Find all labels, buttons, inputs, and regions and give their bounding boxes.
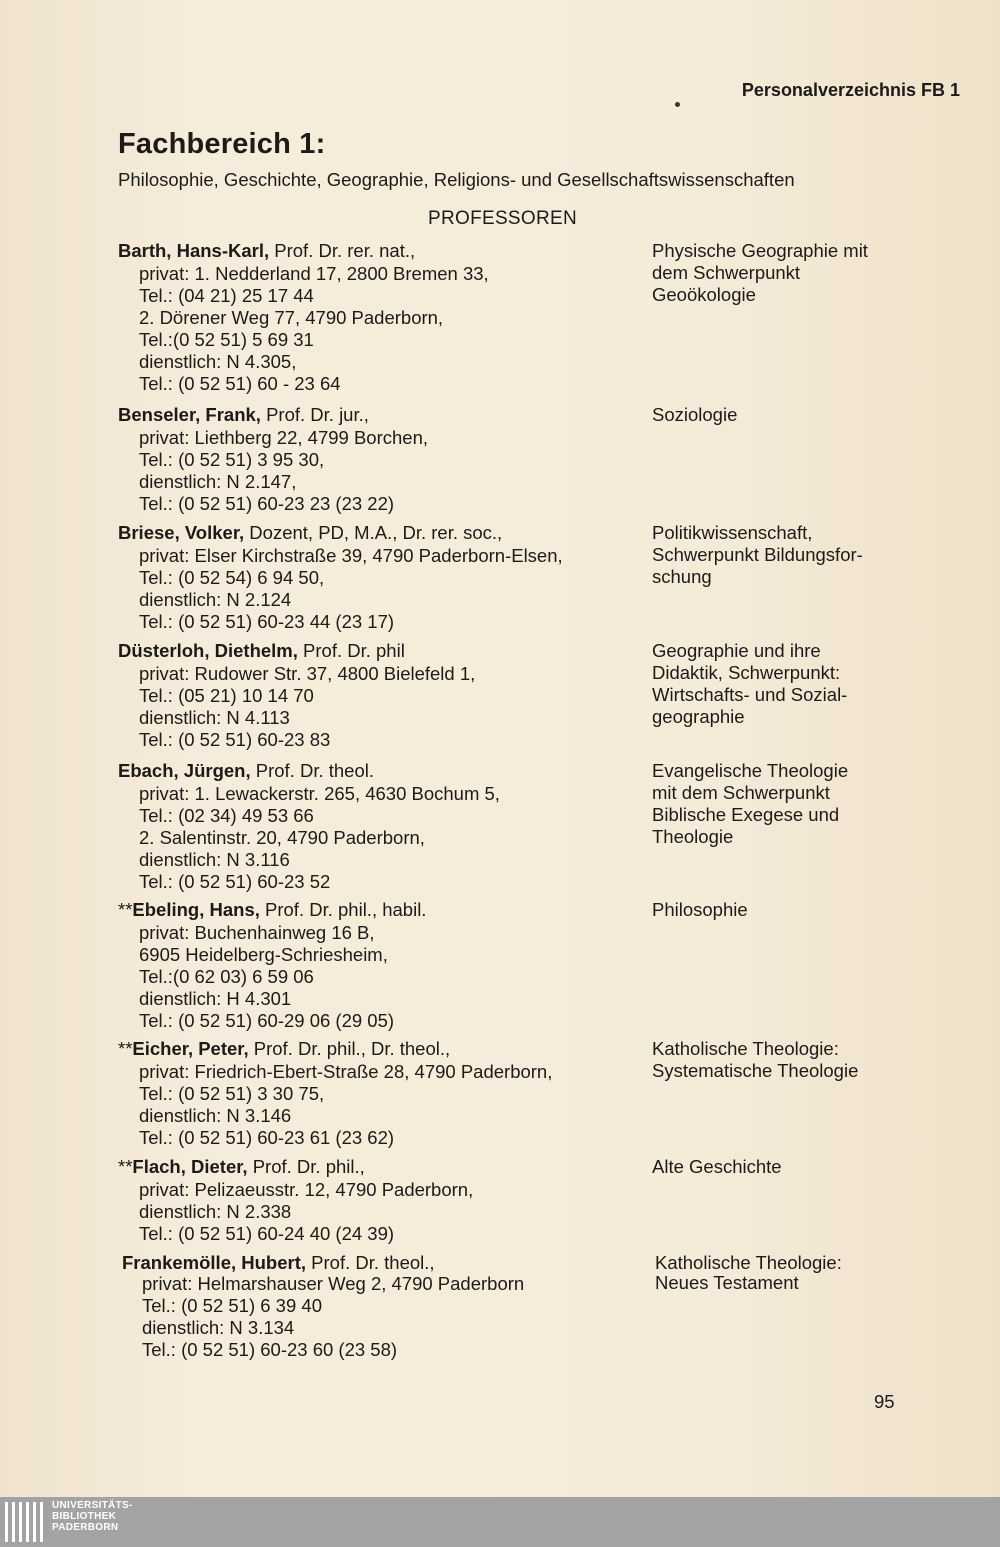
staff-subject: Katholische Theologie: [655, 1252, 842, 1273]
page-subtitle: Philosophie, Geschichte, Geographie, Religions- und Gesellschaftswissenschaften [118, 169, 795, 190]
staff-detail: dienstlich: N 2.338 [139, 1201, 292, 1222]
staff-detail: Tel.: (0 52 51) 6 39 40 [142, 1295, 322, 1316]
staff-detail: dienstlich: H 4.301 [139, 988, 292, 1009]
staff-title: Prof. Dr. theol., [306, 1252, 435, 1273]
staff-detail: Tel.: (0 52 51) 3 30 75, [139, 1083, 325, 1104]
staff-subject: Didaktik, Schwerpunkt: [652, 662, 841, 683]
staff-detail: Tel.: (0 52 51) 60-23 23 (23 22) [139, 493, 395, 514]
star-marker: ** [118, 1156, 133, 1177]
staff-name: Briese, Volker, [118, 522, 245, 543]
staff-title: Prof. Dr. phil., Dr. theol., [248, 1038, 451, 1059]
staff-title: Prof. Dr. phil., habil. [259, 899, 427, 920]
staff-detail: Tel.:(0 52 51) 5 69 31 [139, 329, 314, 350]
staff-detail: privat: Helmarshauser Weg 2, 4790 Paderborn [142, 1273, 525, 1294]
staff-title: Dozent, PD, M.A., Dr. rer. soc., [244, 522, 503, 543]
staff-subject: Physische Geographie mit [652, 240, 868, 261]
staff-subject: schung [652, 566, 712, 587]
staff-title: Prof. Dr. rer. nat., [269, 240, 416, 261]
section-heading: PROFESSOREN [428, 208, 577, 229]
staff-detail: dienstlich: N 3.116 [139, 849, 290, 870]
staff-detail: Tel.: (0 52 51) 3 95 30, [139, 449, 325, 470]
staff-subject: Evangelische Theologie [652, 760, 849, 781]
library-logo-icon [3, 1500, 47, 1544]
staff-name-line [118, 522, 502, 544]
staff-detail: dienstlich: N 3.134 [142, 1317, 295, 1338]
staff-detail: privat: Elser Kirchstraße 39, 4790 Paderborn-Elsen, [139, 545, 563, 566]
staff-detail: privat: 1. Lewackerstr. 265, 4630 Bochum 5, [139, 783, 500, 804]
staff-name: Düsterloh, Diethelm, [118, 640, 298, 661]
staff-subject: mit dem Schwerpunkt [652, 782, 830, 803]
staff-detail: dienstlich: N 2.147, [139, 471, 297, 492]
library-footer [0, 1497, 1000, 1547]
staff-subject: Geographie und ihre [652, 640, 821, 661]
staff-detail: Tel.: (05 21) 10 14 70 [139, 685, 314, 706]
staff-detail: Tel.: (0 52 54) 6 94 50, [139, 567, 325, 588]
page-title: Fachbereich 1: [118, 128, 326, 160]
staff-name: Barth, Hans-Karl, [118, 240, 270, 261]
staff-detail: privat: Friedrich-Ebert-Straße 28, 4790 Paderborn, [139, 1061, 553, 1082]
staff-subject: geographie [652, 706, 745, 727]
staff-name-line [118, 640, 405, 662]
staff-detail: Tel.: (0 52 51) 60-23 44 (23 17) [139, 611, 395, 632]
staff-subject: Systematische Theologie [652, 1060, 859, 1081]
staff-detail: dienstlich: N 4.305, [139, 351, 297, 372]
staff-detail: dienstlich: N 3.146 [139, 1105, 292, 1126]
star-marker: ** [118, 1038, 133, 1059]
staff-subject: Biblische Exegese und [652, 804, 840, 825]
staff-title: Prof. Dr. phil., [247, 1156, 365, 1177]
staff-detail: Tel.:(0 62 03) 6 59 06 [139, 966, 314, 987]
staff-detail: privat: Liethberg 22, 4799 Borchen, [139, 427, 428, 448]
staff-detail: Tel.: (02 34) 49 53 66 [139, 805, 314, 826]
page-number: 95 [874, 1391, 895, 1412]
staff-subject: dem Schwerpunkt [652, 262, 801, 283]
staff-name: Eicher, Peter, [132, 1038, 249, 1059]
staff-detail: dienstlich: N 4.113 [139, 707, 290, 728]
staff-detail: Tel.: (0 52 51) 60 - 23 64 [139, 373, 341, 394]
staff-subject: Wirtschafts- und Sozial- [652, 684, 848, 705]
staff-name-line [118, 1038, 450, 1060]
staff-name-line [118, 899, 426, 921]
staff-name-line [118, 1156, 365, 1178]
staff-title: Prof. Dr. theol. [250, 760, 375, 781]
staff-subject: Soziologie [652, 404, 738, 425]
staff-detail: privat: 1. Nedderland 17, 2800 Bremen 33, [139, 263, 489, 284]
staff-name-line [118, 760, 374, 782]
staff-detail: Tel.: (0 52 51) 60-23 61 (23 62) [139, 1127, 395, 1148]
staff-detail: Tel.: (0 52 51) 60-23 52 [139, 871, 331, 892]
staff-detail: Tel.: (0 52 51) 60-24 40 (24 39) [139, 1223, 395, 1244]
running-header: Personalverzeichnis FB 1 [741, 80, 960, 100]
staff-subject: Schwerpunkt Bildungsfor- [652, 544, 863, 565]
staff-detail: privat: Pelizaeusstr. 12, 4790 Paderborn, [139, 1179, 474, 1200]
staff-detail: Tel.: (0 52 51) 60-29 06 (29 05) [139, 1010, 395, 1031]
staff-detail: Tel.: (0 52 51) 60-23 60 (23 58) [142, 1339, 398, 1360]
staff-subject: Neues Testament [655, 1272, 799, 1293]
staff-name-line [122, 1252, 435, 1274]
staff-name-line [118, 404, 369, 426]
staff-subject: Geoökologie [652, 284, 756, 305]
staff-title: Prof. Dr. phil [297, 640, 405, 661]
staff-subject: Philosophie [652, 899, 748, 920]
library-logo-text: UNIVERSITÄTS- BIBLIOTHEK PADERBORN [52, 1500, 133, 1533]
staff-subject: Katholische Theologie: [652, 1038, 839, 1059]
staff-detail: privat: Rudower Str. 37, 4800 Bielefeld 1, [139, 663, 476, 684]
staff-name: Ebeling, Hans, [132, 899, 260, 920]
staff-name: Benseler, Frank, [118, 404, 261, 425]
staff-detail: Tel.: (0 52 51) 60-23 83 [139, 729, 331, 750]
staff-detail: 2. Dörener Weg 77, 4790 Paderborn, [139, 307, 444, 328]
staff-detail: privat: Buchenhainweg 16 B, [139, 922, 375, 943]
staff-name: Flach, Dieter, [132, 1156, 248, 1177]
staff-subject: Alte Geschichte [652, 1156, 782, 1177]
staff-name-line [118, 240, 415, 262]
staff-detail: dienstlich: N 2.124 [139, 589, 292, 610]
staff-title: Prof. Dr. jur., [260, 404, 369, 425]
staff-subject: Theologie [652, 826, 734, 847]
star-marker: ** [118, 899, 133, 920]
staff-subject: Politikwissenschaft, [652, 522, 813, 543]
staff-detail: 6905 Heidelberg-Schriesheim, [139, 944, 388, 965]
staff-detail: 2. Salentinstr. 20, 4790 Paderborn, [139, 827, 425, 848]
staff-name: Ebach, Jürgen, [118, 760, 251, 781]
staff-name: Frankemölle, Hubert, [122, 1252, 307, 1273]
staff-detail: Tel.: (04 21) 25 17 44 [139, 285, 314, 306]
